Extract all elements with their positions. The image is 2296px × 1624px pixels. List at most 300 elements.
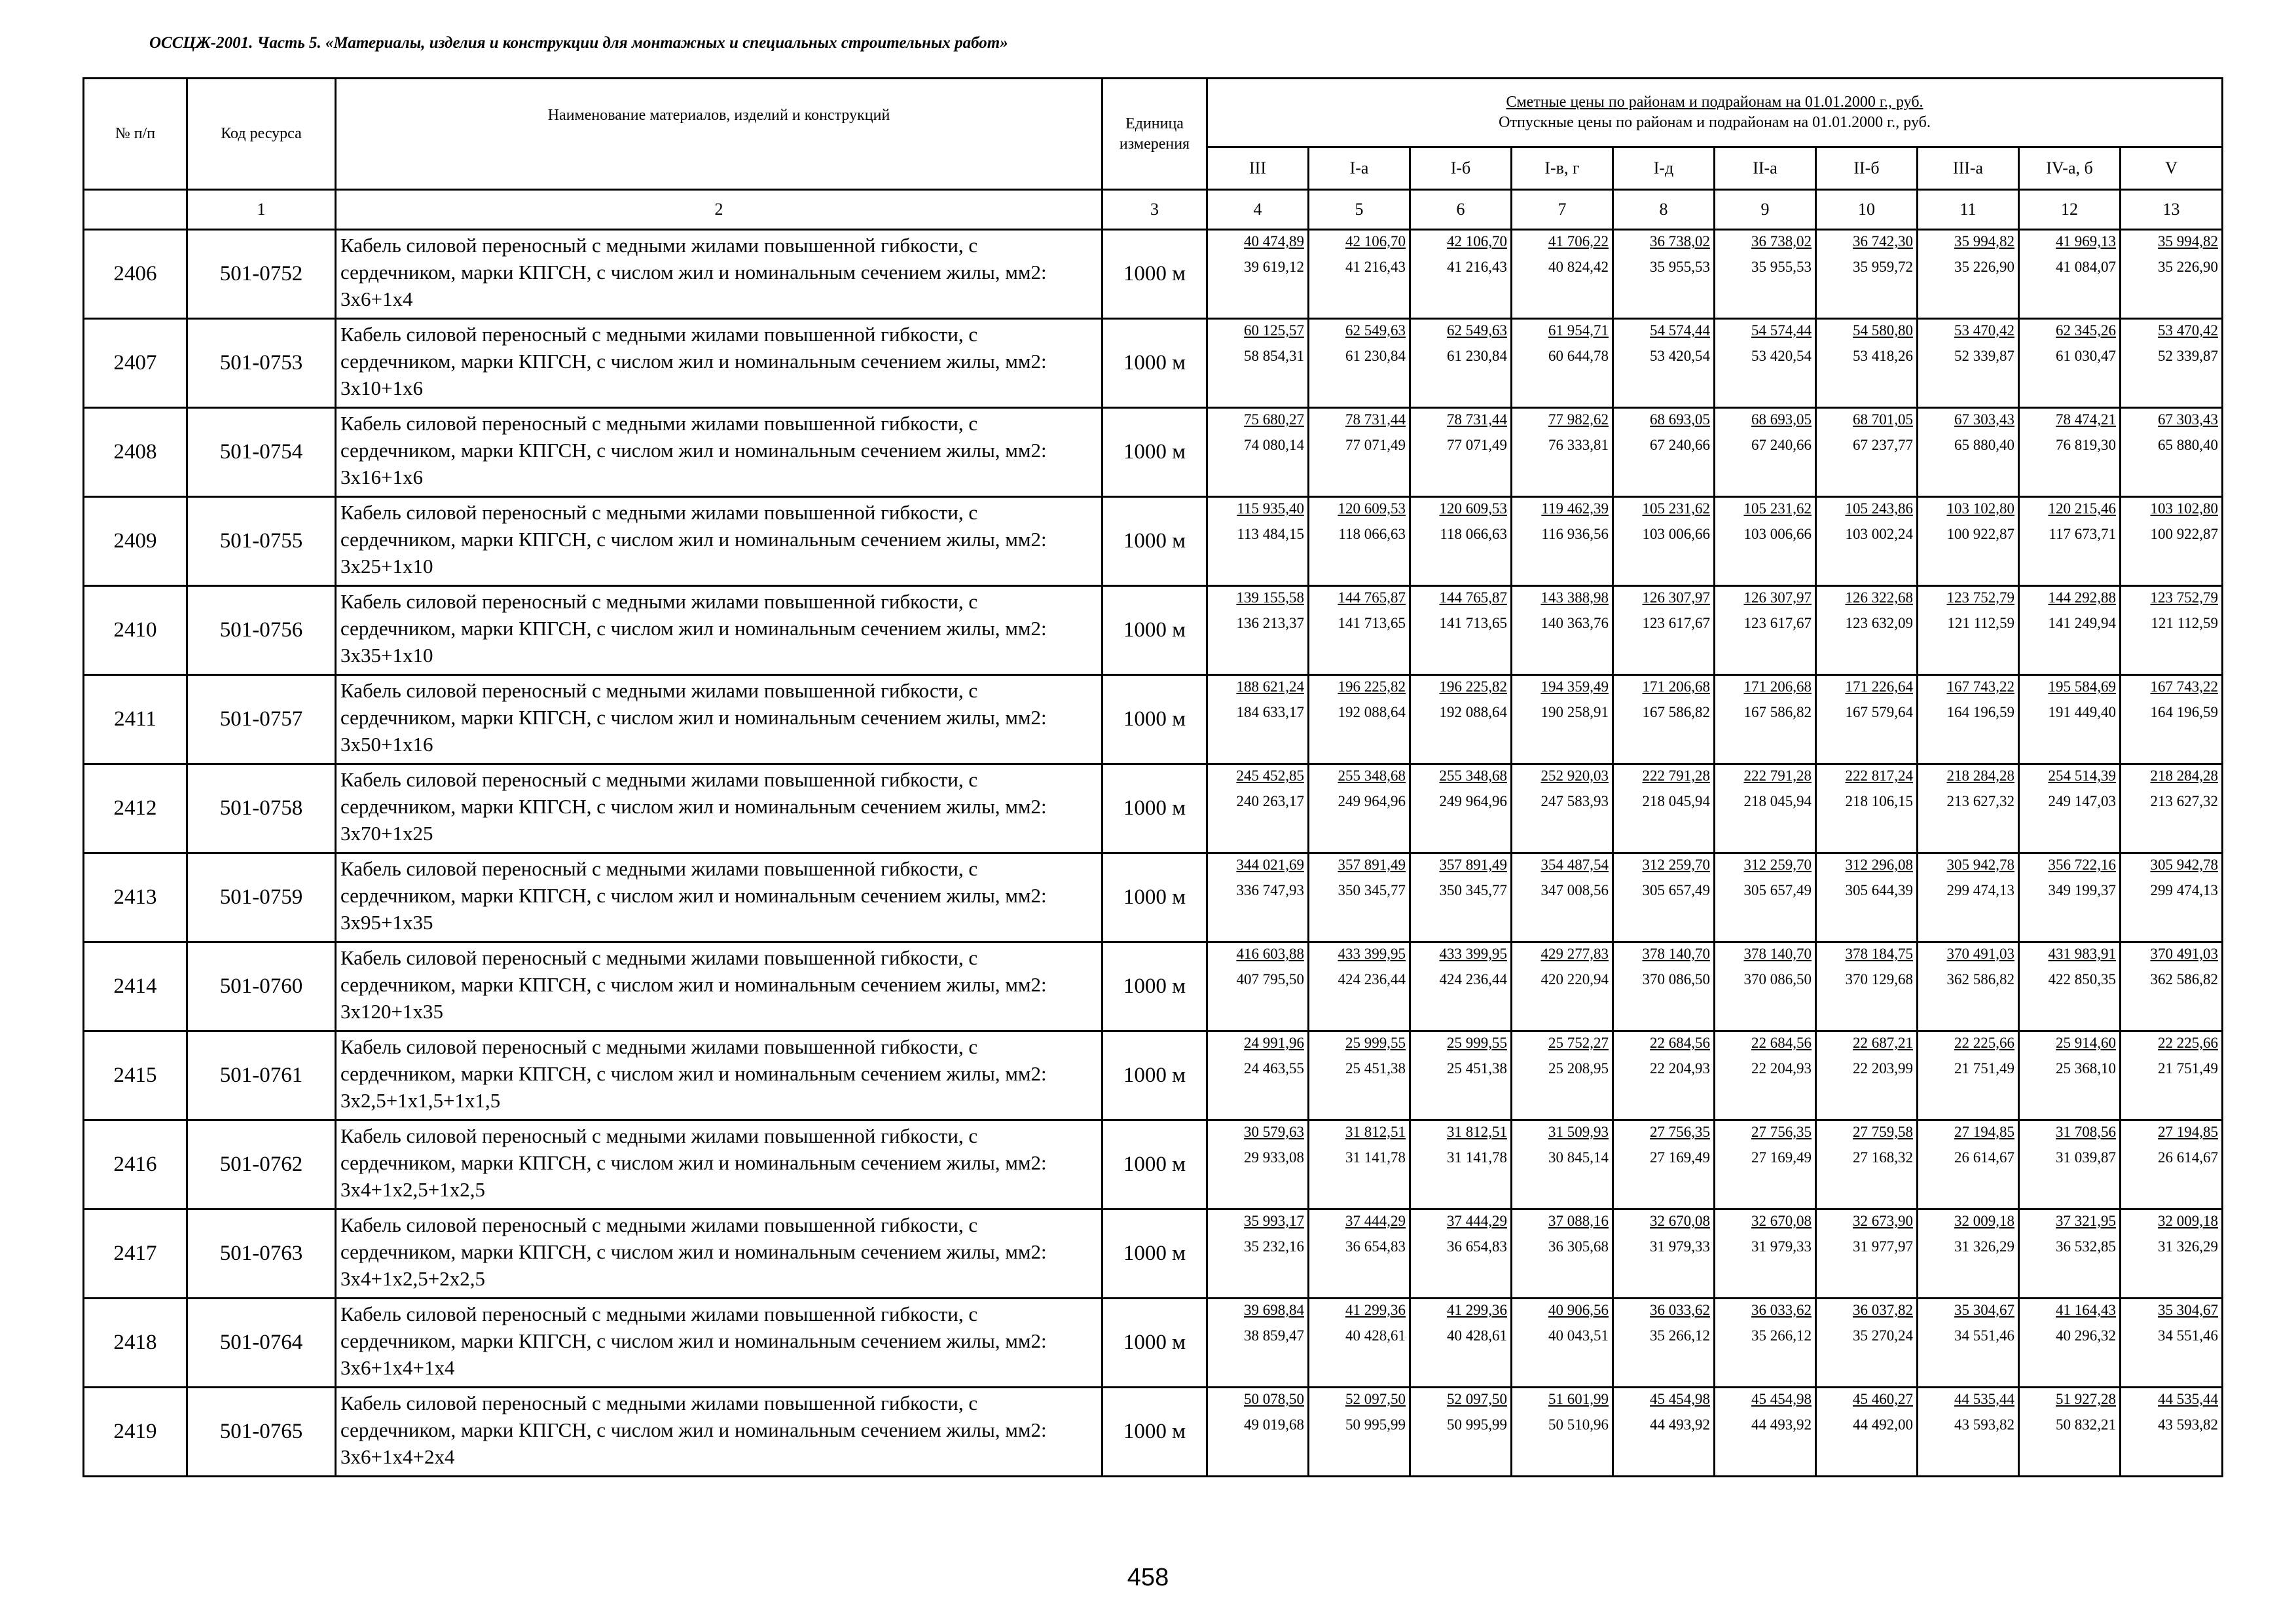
release-price: 118 066,63 [1338,526,1406,542]
price-cell [1410,764,1512,853]
estimate-price: 305 942,78 [1946,857,2014,873]
region-header: I-а [1309,147,1410,190]
estimate-price: 188 621,24 [1236,678,1304,695]
price-cell [1207,586,1309,675]
release-price: 40 428,61 [1447,1327,1507,1344]
price-cell [1410,586,1512,675]
estimate-price: 356 722,16 [2048,857,2116,873]
estimate-price: 35 994,82 [1954,233,2014,249]
price-cell [2121,1388,2223,1477]
caption-estimate: Сметные цены по районам и подрайонам на 01.01.2000 г., руб. [1506,94,1923,111]
price-cell [2019,230,2121,319]
release-price: 305 657,49 [1743,882,1812,898]
column-index: 3 [1102,190,1207,230]
release-price: 53 420,54 [1751,348,1812,364]
price-cell [1613,1209,1715,1299]
release-price: 123 617,67 [1743,615,1812,631]
release-price: 347 008,56 [1540,882,1609,898]
estimate-price: 45 454,98 [1650,1391,1710,1407]
price-cell [1410,230,1512,319]
release-price: 36 654,83 [1447,1238,1507,1255]
estimate-price: 37 321,95 [2056,1213,2116,1229]
price-cell [1918,1209,2019,1299]
resource-code: 501-0753 [187,319,336,408]
table-header [84,79,2223,230]
estimate-price: 67 303,43 [1954,411,2014,428]
release-price: 31 979,33 [1650,1238,1710,1255]
release-price: 121 112,59 [2151,615,2219,631]
price-cell [2121,853,2223,942]
release-price: 36 654,83 [1345,1238,1406,1255]
material-name: Кабель силовой переносный с медными жилами повышенной гибкости, с сердечником, марки КПГСН, с числом жил и номинальным сечением жилы, мм2: 3х50+1х16 [336,675,1102,764]
release-price: 26 614,67 [2158,1149,2219,1166]
price-cell [2019,497,2121,586]
price-cell [2019,853,2121,942]
price-cell [1918,1031,2019,1120]
estimate-price: 31 509,93 [1548,1124,1609,1140]
estimate-price: 144 765,87 [1439,589,1507,606]
price-cell [1207,853,1309,942]
release-price: 31 326,29 [2158,1238,2219,1255]
estimate-price: 61 954,71 [1548,322,1609,339]
header-cell-prices [1207,79,2223,147]
release-price: 61 230,84 [1345,348,1406,364]
table-body [84,230,2223,1477]
release-price: 350 345,77 [1338,882,1406,898]
release-price: 38 859,47 [1244,1327,1304,1344]
estimate-price: 25 999,55 [1447,1035,1507,1051]
release-price: 116 936,56 [1541,526,1609,542]
price-cell [1512,1031,1613,1120]
price-table [82,77,2223,1477]
estimate-price: 27 194,85 [2158,1124,2219,1140]
material-name: Кабель силовой переносный с медными жилами повышенной гибкости, с сердечником, марки КПГСН, с числом жил и номинальным сечением жилы, мм2: 3х6+1х4+2х4 [336,1388,1102,1477]
price-cell [1715,1031,1816,1120]
price-cell [1512,1299,1613,1388]
release-price: 249 964,96 [1439,793,1507,809]
material-name: Кабель силовой переносный с медными жилами повышенной гибкости, с сердечником, марки КПГСН, с числом жил и номинальным сечением жилы, мм2: 3х35+1х10 [336,586,1102,675]
row-number: 2419 [84,1388,187,1477]
price-cell [2121,586,2223,675]
price-cell [1613,1120,1715,1209]
estimate-price: 41 299,36 [1345,1302,1406,1318]
row-number: 2410 [84,586,187,675]
estimate-price: 27 756,35 [1751,1124,1812,1140]
price-cell [1512,942,1613,1031]
release-price: 249 964,96 [1338,793,1406,809]
release-price: 58 854,31 [1244,348,1304,364]
row-number: 2408 [84,408,187,497]
document-header: ОССЦЖ-2001. Часть 5. «Материалы, изделия и конструкции для монтажных и специальных строительных работ» [149,34,1008,52]
estimate-price: 103 102,80 [1946,500,2014,517]
estimate-price: 119 462,39 [1541,500,1609,517]
price-cell [1918,675,2019,764]
release-price: 26 614,67 [1954,1149,2014,1166]
estimate-price: 105 231,62 [1642,500,1710,517]
price-cell [2121,497,2223,586]
resource-code: 501-0755 [187,497,336,586]
release-price: 27 169,49 [1751,1149,1812,1166]
estimate-price: 126 307,97 [1642,589,1710,606]
price-cell [1816,319,1918,408]
unit: 1000 м [1102,230,1207,319]
price-cell [1816,586,1918,675]
release-price: 31 141,78 [1345,1149,1406,1166]
release-price: 299 474,13 [1946,882,2014,898]
price-cell [1207,1388,1309,1477]
release-price: 362 586,82 [2150,971,2219,987]
release-price: 41 216,43 [1345,259,1406,275]
row-number: 2409 [84,497,187,586]
page-number: 458 [1127,1564,1169,1591]
estimate-price: 30 579,63 [1244,1124,1304,1140]
price-cell [1918,1120,2019,1209]
estimate-price: 62 549,63 [1447,322,1507,339]
price-cell [1207,319,1309,408]
release-price: 30 845,14 [1548,1149,1609,1166]
release-price: 140 363,76 [1540,615,1609,631]
price-cell [1309,1120,1410,1209]
release-price: 44 493,92 [1751,1416,1812,1433]
estimate-price: 39 698,84 [1244,1302,1304,1318]
release-price: 60 644,78 [1548,348,1609,364]
estimate-price: 123 752,79 [1946,589,2014,606]
release-price: 349 199,37 [2048,882,2116,898]
price-cell [2019,764,2121,853]
estimate-price: 22 684,56 [1650,1035,1710,1051]
header-cell-unit: Единица измерения [1102,79,1207,190]
region-header: III [1207,147,1309,190]
price-cell [1816,497,1918,586]
estimate-price: 167 743,22 [1946,678,2014,695]
estimate-price: 378 184,75 [1845,946,1913,962]
material-name: Кабель силовой переносный с медными жилами повышенной гибкости, с сердечником, марки КПГСН, с числом жил и номинальным сечением жилы, мм2: 3х4+1х2,5+1х2,5 [336,1120,1102,1209]
price-cell [1309,1209,1410,1299]
price-cell [1918,230,2019,319]
price-cell [1918,497,2019,586]
release-price: 21 751,49 [1954,1060,2014,1077]
price-cell [1410,497,1512,586]
release-price: 53 418,26 [1853,348,1913,364]
estimate-price: 27 759,58 [1853,1124,1913,1140]
price-cell [2019,319,2121,408]
release-price: 40 824,42 [1548,259,1609,275]
price-cell [1309,1031,1410,1120]
estimate-price: 245 452,85 [1236,767,1304,784]
estimate-price: 36 033,62 [1650,1302,1710,1318]
release-price: 117 673,71 [2049,526,2116,542]
price-cell [1309,497,1410,586]
release-price: 50 995,99 [1447,1416,1507,1433]
header-cell-no: № п/п [84,79,187,190]
row-number: 2412 [84,764,187,853]
estimate-price: 24 991,96 [1244,1035,1304,1051]
price-cell [1207,1209,1309,1299]
price-cell [2019,942,2121,1031]
row-number: 2411 [84,675,187,764]
release-price: 35 955,53 [1751,259,1812,275]
estimate-price: 139 155,58 [1236,589,1304,606]
material-name: Кабель силовой переносный с медными жилами повышенной гибкости, с сердечником, марки КПГСН, с числом жил и номинальным сечением жилы, мм2: 3х95+1х35 [336,853,1102,942]
estimate-price: 52 097,50 [1345,1391,1406,1407]
release-price: 53 420,54 [1650,348,1710,364]
estimate-price: 51 601,99 [1548,1391,1609,1407]
estimate-price: 222 817,24 [1845,767,1913,784]
estimate-price: 36 738,02 [1650,233,1710,249]
release-price: 35 955,53 [1650,259,1710,275]
release-price: 67 240,66 [1650,437,1710,453]
estimate-price: 354 487,54 [1540,857,1609,873]
price-cell [1715,408,1816,497]
row-number: 2416 [84,1120,187,1209]
price-cell [1512,408,1613,497]
price-cell [1512,319,1613,408]
column-index: 7 [1512,190,1613,230]
price-cell [1613,586,1715,675]
estimate-price: 51 927,28 [2056,1391,2116,1407]
release-price: 31 039,87 [2056,1149,2116,1166]
release-price: 113 484,15 [1237,526,1304,542]
release-price: 218 106,15 [1845,793,1913,809]
region-header: II-б [1816,147,1918,190]
estimate-price: 67 303,43 [2158,411,2219,428]
estimate-price: 35 304,67 [2158,1302,2219,1318]
price-cell [1613,764,1715,853]
release-price: 35 959,72 [1853,259,1913,275]
release-price: 213 627,32 [1946,793,2014,809]
estimate-price: 416 603,88 [1236,946,1304,962]
estimate-price: 36 742,30 [1853,233,1913,249]
estimate-price: 35 994,82 [2158,233,2219,249]
estimate-price: 105 243,86 [1845,500,1913,517]
estimate-price: 433 399,95 [1439,946,1507,962]
estimate-price: 25 999,55 [1345,1035,1406,1051]
price-cell [1207,408,1309,497]
column-index: 8 [1613,190,1715,230]
release-price: 31 977,97 [1853,1238,1913,1255]
release-price: 40 296,32 [2056,1327,2116,1344]
estimate-price: 31 812,51 [1345,1124,1406,1140]
unit: 1000 м [1102,853,1207,942]
price-cell [1309,319,1410,408]
price-cell [1816,942,1918,1031]
unit: 1000 м [1102,319,1207,408]
column-index: 11 [1918,190,2019,230]
price-cell [2121,1209,2223,1299]
release-price: 407 795,50 [1236,971,1304,987]
release-price: 118 066,63 [1440,526,1507,542]
release-price: 36 305,68 [1548,1238,1609,1255]
price-cell [1207,1031,1309,1120]
row-number: 2415 [84,1031,187,1120]
estimate-price: 120 609,53 [1338,500,1406,517]
estimate-price: 40 906,56 [1548,1302,1609,1318]
release-price: 424 236,44 [1439,971,1507,987]
table-row [84,497,2223,586]
release-price: 74 080,14 [1244,437,1304,453]
resource-code: 501-0758 [187,764,336,853]
estimate-price: 120 215,46 [2048,500,2116,517]
estimate-price: 60 125,57 [1244,322,1304,339]
release-price: 27 168,32 [1853,1149,1913,1166]
resource-code: 501-0759 [187,853,336,942]
price-cell [1715,1299,1816,1388]
estimate-price: 431 983,91 [2048,946,2116,962]
release-price: 50 510,96 [1548,1416,1609,1433]
estimate-price: 357 891,49 [1439,857,1507,873]
price-cell [1816,1120,1918,1209]
material-name: Кабель силовой переносный с медными жилами повышенной гибкости, с сердечником, марки КПГСН, с числом жил и номинальным сечением жилы, мм2: 3х6+1х4+1х4 [336,1299,1102,1388]
release-price: 123 617,67 [1642,615,1710,631]
price-cell [1207,497,1309,586]
estimate-price: 77 982,62 [1548,411,1609,428]
price-cell [1715,586,1816,675]
price-cell [1816,675,1918,764]
column-index: 12 [2019,190,2121,230]
estimate-price: 32 009,18 [2158,1213,2219,1229]
estimate-price: 218 284,28 [2150,767,2219,784]
estimate-price: 167 743,22 [2150,678,2219,695]
price-cell [1715,942,1816,1031]
price-cell [1512,1388,1613,1477]
release-price: 43 593,82 [1954,1416,2014,1433]
release-price: 103 002,24 [1845,526,1913,542]
estimate-price: 171 206,68 [1743,678,1812,695]
column-index: 13 [2121,190,2223,230]
estimate-price: 144 765,87 [1338,589,1406,606]
estimate-price: 50 078,50 [1244,1391,1304,1407]
price-cell [1512,675,1613,764]
estimate-price: 126 307,97 [1743,589,1812,606]
estimate-price: 36 033,62 [1751,1302,1812,1318]
estimate-price: 27 194,85 [1954,1124,2014,1140]
release-price: 191 449,40 [2048,704,2116,720]
price-cell [1207,764,1309,853]
estimate-price: 41 969,13 [2056,233,2116,249]
estimate-price: 62 345,26 [2056,322,2116,339]
estimate-price: 195 584,69 [2048,678,2116,695]
resource-code: 501-0756 [187,586,336,675]
price-cell [1918,942,2019,1031]
estimate-price: 255 348,68 [1338,767,1406,784]
release-price: 35 232,16 [1244,1238,1304,1255]
release-price: 22 204,93 [1650,1060,1710,1077]
row-number: 2407 [84,319,187,408]
estimate-price: 32 670,08 [1650,1213,1710,1229]
column-index: 10 [1816,190,1918,230]
release-price: 190 258,91 [1540,704,1609,720]
release-price: 35 226,90 [2158,259,2219,275]
estimate-price: 370 491,03 [2150,946,2219,962]
estimate-price: 78 474,21 [2056,411,2116,428]
price-cell [1309,675,1410,764]
price-cell [1613,942,1715,1031]
release-price: 305 657,49 [1642,882,1710,898]
price-cell [1816,853,1918,942]
estimate-price: 36 738,02 [1751,233,1812,249]
estimate-price: 78 731,44 [1447,411,1507,428]
estimate-price: 35 993,17 [1244,1213,1304,1229]
resource-code: 501-0752 [187,230,336,319]
estimate-price: 25 914,60 [2056,1035,2116,1051]
estimate-price: 52 097,50 [1447,1391,1507,1407]
release-price: 35 226,90 [1954,259,2014,275]
table-row [84,230,2223,319]
release-price: 76 819,30 [2056,437,2116,453]
unit: 1000 м [1102,1299,1207,1388]
release-price: 61 030,47 [2056,348,2116,364]
region-header: V [2121,147,2223,190]
estimate-price: 429 277,83 [1540,946,1609,962]
estimate-price: 120 609,53 [1439,500,1507,517]
price-cell [2019,1031,2121,1120]
release-price: 167 586,82 [1642,704,1710,720]
release-price: 34 551,46 [1954,1327,2014,1344]
estimate-price: 45 454,98 [1751,1391,1812,1407]
price-cell [1715,1120,1816,1209]
release-price: 136 213,37 [1236,615,1304,631]
estimate-price: 222 791,28 [1743,767,1812,784]
price-cell [1613,853,1715,942]
price-cell [2121,408,2223,497]
release-price: 35 266,12 [1650,1327,1710,1344]
price-cell [1410,1299,1512,1388]
price-cell [1410,1209,1512,1299]
price-cell [1613,675,1715,764]
estimate-price: 54 580,80 [1853,322,1913,339]
release-price: 41 084,07 [2056,259,2116,275]
release-price: 422 850,35 [2048,971,2116,987]
price-cell [1918,1388,2019,1477]
release-price: 121 112,59 [1947,615,2014,631]
unit: 1000 м [1102,1388,1207,1477]
estimate-price: 37 444,29 [1345,1213,1406,1229]
estimate-price: 37 444,29 [1447,1213,1507,1229]
release-price: 52 339,87 [2158,348,2219,364]
release-price: 25 451,38 [1345,1060,1406,1077]
estimate-price: 312 259,70 [1642,857,1710,873]
release-price: 44 492,00 [1853,1416,1913,1433]
resource-code: 501-0757 [187,675,336,764]
price-cell [1613,319,1715,408]
table-row [84,1120,2223,1209]
release-price: 370 086,50 [1743,971,1812,987]
price-cell [1715,319,1816,408]
column-index: 4 [1207,190,1309,230]
release-price: 370 129,68 [1845,971,1913,987]
price-cell [1613,497,1715,586]
estimate-price: 53 470,42 [2158,322,2219,339]
material-name: Кабель силовой переносный с медными жилами повышенной гибкости, с сердечником, марки КПГСН, с числом жил и номинальным сечением жилы, мм2: 3х120+1х35 [336,942,1102,1031]
estimate-price: 25 752,27 [1548,1035,1609,1051]
price-cell [1512,853,1613,942]
estimate-price: 31 812,51 [1447,1124,1507,1140]
estimate-price: 41 164,43 [2056,1302,2116,1318]
resource-code: 501-0760 [187,942,336,1031]
release-price: 420 220,94 [1540,971,1609,987]
caption-release: Отпускные цены по районам и подрайонам на 01.01.2000 г., руб. [1499,114,1931,131]
price-cell [1918,319,2019,408]
release-price: 164 196,59 [1946,704,2014,720]
release-price: 49 019,68 [1244,1416,1304,1433]
release-price: 35 266,12 [1751,1327,1812,1344]
unit: 1000 м [1102,497,1207,586]
estimate-price: 103 102,80 [2150,500,2219,517]
price-cell [1309,230,1410,319]
price-cell [1410,1120,1512,1209]
price-cell [1309,942,1410,1031]
column-index: 2 [336,190,1102,230]
